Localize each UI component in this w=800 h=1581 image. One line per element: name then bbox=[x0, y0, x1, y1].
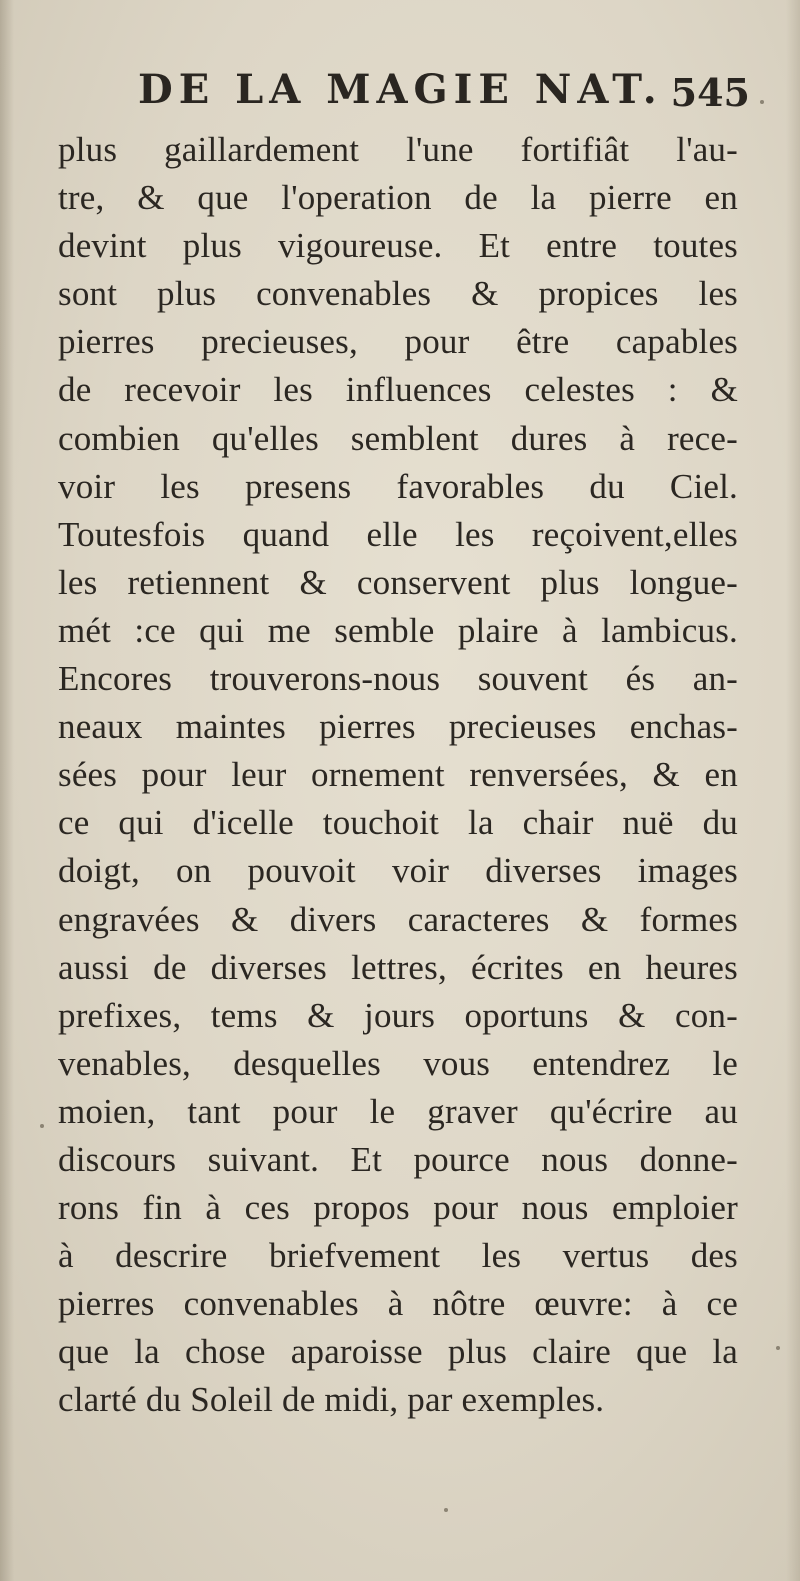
text-line: doigt, on pouvoit voir diverses images bbox=[58, 851, 738, 891]
page-edge-shadow bbox=[786, 0, 800, 1581]
text-line: rons fin à ces propos pour nous emploier bbox=[58, 1188, 738, 1228]
text-line: neaux maintes pierres precieuses enchas- bbox=[58, 707, 738, 747]
text-line: engravées & divers caracteres & formes bbox=[58, 899, 738, 939]
page-number: 545 bbox=[670, 70, 750, 115]
body-text bbox=[58, 126, 738, 1425]
page-gutter-shadow bbox=[0, 0, 14, 1581]
text-line: de recevoir les influences celestes : & bbox=[58, 370, 738, 410]
text-line: discours suivant. Et pource nous donne- bbox=[58, 1139, 738, 1179]
text-line: tre, & que l'operation de la pierre en bbox=[58, 178, 738, 218]
text-line: pierres convenables à nôtre œuvre: à ce bbox=[58, 1284, 738, 1324]
text-line: moien, tant pour le graver qu'écrire au bbox=[58, 1091, 738, 1131]
paper-speck bbox=[444, 1508, 448, 1512]
page-header bbox=[130, 66, 770, 126]
text-line: devint plus vigoureuse. Et entre toutes bbox=[58, 226, 738, 266]
paper-speck bbox=[776, 1346, 780, 1350]
paper-speck bbox=[40, 1124, 44, 1128]
text-line: Toutesfois quand elle les reçoivent,elles bbox=[58, 514, 738, 554]
text-line: combien qu'elles semblent dures à rece- bbox=[58, 418, 738, 458]
text-line: à descrire briefvement les vertus des bbox=[58, 1236, 738, 1276]
text-line: sées pour leur ornement renversées, & en bbox=[58, 755, 738, 795]
text-line: mét :ce qui me semble plaire à lambicus. bbox=[58, 610, 738, 650]
running-head: DE LA MAGIE NAT. bbox=[138, 66, 663, 113]
text-line: venables, desquelles vous entendrez le bbox=[58, 1043, 738, 1083]
text-line: ce qui d'icelle touchoit la chair nuë du bbox=[58, 803, 738, 843]
text-line: aussi de diverses lettres, écrites en heures bbox=[58, 947, 738, 987]
text-line: pierres precieuses, pour être capables bbox=[58, 322, 738, 362]
text-line: plus gaillardement l'une fortifiât l'au- bbox=[58, 130, 738, 169]
text-line: les retiennent & conservent plus longue- bbox=[58, 562, 738, 602]
paper-speck bbox=[760, 100, 764, 104]
text-line: sont plus convenables & propices les bbox=[58, 274, 738, 314]
text-line: que la chose aparoisse plus claire que la bbox=[58, 1332, 738, 1372]
text-line: clarté du Soleil de midi, par exemples. bbox=[58, 1380, 605, 1420]
text-line: voir les presens favorables du Ciel. bbox=[58, 466, 738, 506]
text-line: Encores trouverons-nous souvent és an- bbox=[58, 659, 738, 699]
text-line: prefixes, tems & jours oportuns & con- bbox=[58, 995, 738, 1035]
